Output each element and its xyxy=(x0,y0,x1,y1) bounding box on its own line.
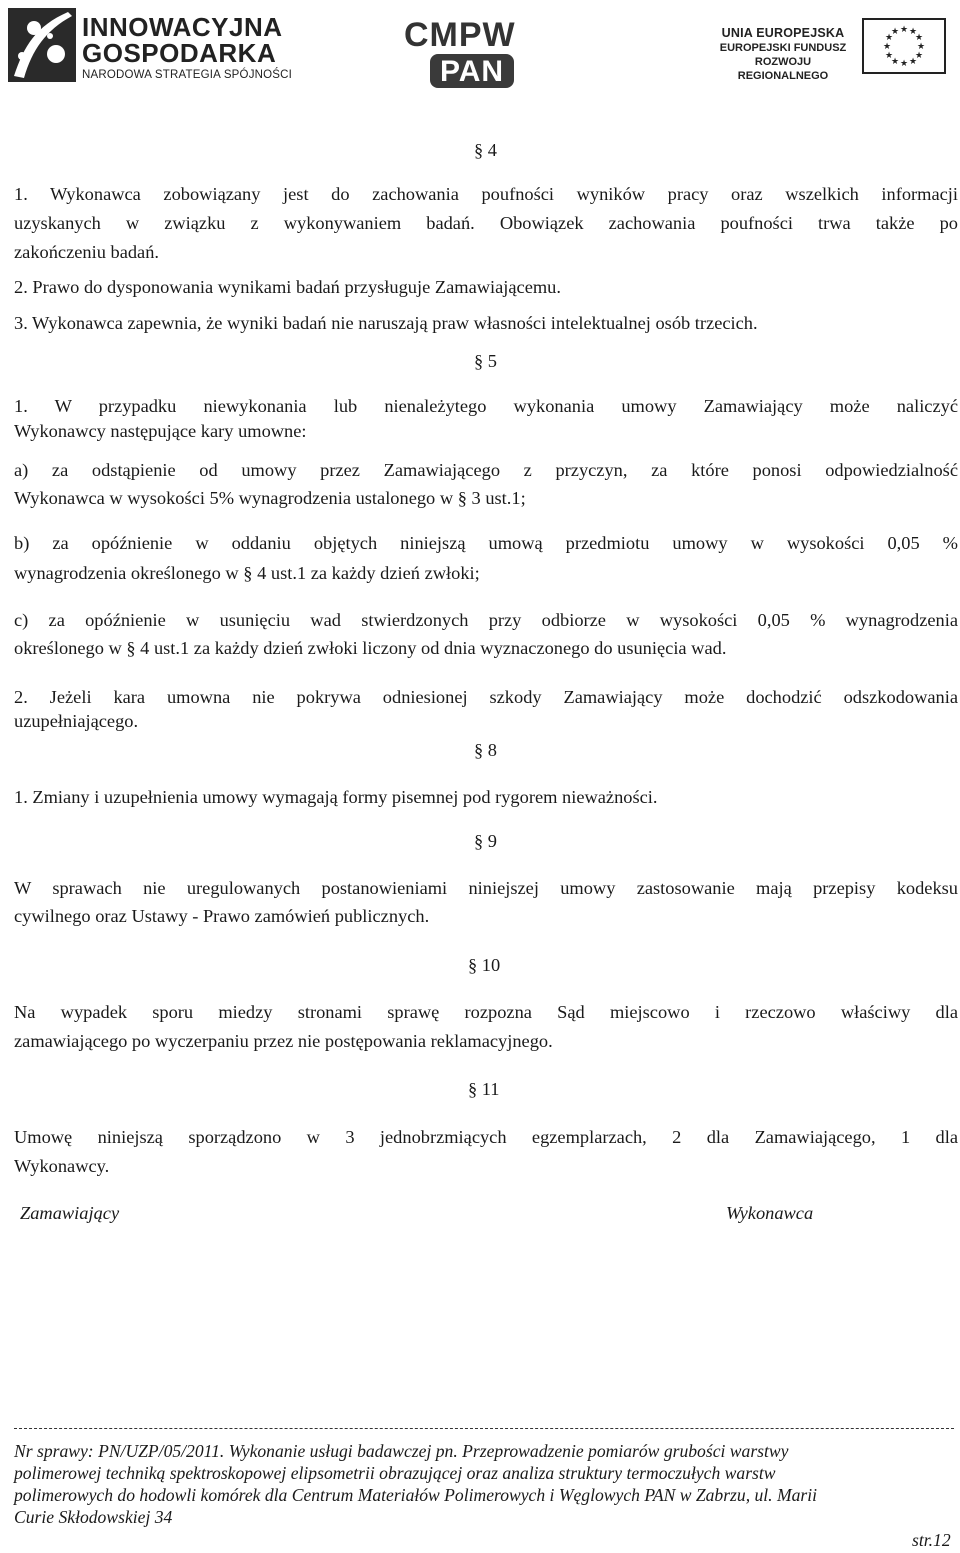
svg-text:★: ★ xyxy=(884,33,894,43)
svg-text:★: ★ xyxy=(908,57,918,67)
s5-item-a-line-1: a) za odstąpienie od umowy przez Zamawiającego z przyczyn, za które ponosi odpowiedzialność xyxy=(14,460,958,480)
svg-text:★: ★ xyxy=(899,25,909,35)
s5-para-2-line-2: uzupełniającego. xyxy=(14,711,139,731)
svg-text:★: ★ xyxy=(914,51,924,61)
eu-flag-icon xyxy=(862,18,946,74)
logo-line-2: GOSPODARKA xyxy=(82,38,277,68)
s4-para-1-line-3: zakończeniu badań. xyxy=(14,242,160,262)
section-4-title: § 4 xyxy=(474,140,497,160)
page-number: str.12 xyxy=(912,1530,951,1550)
s4-para-2: 2. Prawo do dysponowania wynikami badań przysługuje Zamawiającemu. xyxy=(14,277,561,297)
s5-item-c-line-1: c) za opóźnienie w usunięciu wad stwierdzonych przy odbiorze w wysokości 0,05 % wynagrodzenia xyxy=(14,610,958,630)
pan-badge: PAN xyxy=(430,54,514,88)
svg-text:★: ★ xyxy=(882,42,892,52)
innowacyjna-gospodarka-logo xyxy=(6,6,306,86)
svg-text:★: ★ xyxy=(908,27,918,37)
footer-case-info xyxy=(14,1440,934,1528)
signature-wykonawca: Wykonawca xyxy=(726,1203,814,1223)
s5-item-a-line-2: Wykonawca w wysokości 5% wynagrodzenia ustalonego w § 3 ust.1; xyxy=(14,488,526,508)
s9-line-2: cywilnego oraz Ustawy - Prawo zamówień publicznych. xyxy=(14,906,430,926)
s4-para-1-line-2: uzyskanych w związku z wykonywaniem badań. Obowiązek zachowania poufności trwa także po xyxy=(14,213,958,233)
eu-line-1: UNIA EUROPEJSKA xyxy=(721,26,845,40)
s5-item-b-line-1: b) za opóźnienie w oddaniu objętych niniejszą umową przedmiotu umowy w wysokości 0,05 % xyxy=(14,533,958,553)
eu-line-2: EUROPEJSKI FUNDUSZ xyxy=(719,42,847,54)
section-5-title: § 5 xyxy=(474,351,497,371)
svg-text:★: ★ xyxy=(890,27,900,37)
footer-line-1: Nr sprawy: PN/UZP/05/2011. Wykonanie usługi badawczej pn. Przeprowadzenie pomiarów grubości warstwy xyxy=(14,1441,789,1461)
s11-line-1: Umowę niniejszą sporządzono w 3 jednobrzmiących egzemplarzach, 2 dla Zamawiającego, 1 dla xyxy=(14,1127,958,1147)
s4-para-1-line-1: 1. Wykonawca zobowiązany jest do zachowania poufności wyników pracy oraz wszelkich informacji xyxy=(14,184,958,204)
cmpw-text: CMPW xyxy=(404,16,516,54)
signature-zamawiajacy: Zamawiający xyxy=(20,1203,120,1223)
section-11-title: § 11 xyxy=(468,1079,500,1099)
s8-para-1: 1. Zmiany i uzupełnienia umowy wymagają formy pisemnej pod rygorem nieważności. xyxy=(14,787,658,807)
s10-line-1: Na wypadek sporu miedzy stronami sprawę rozpozna Sąd miejscowo i rzeczowo właściwy dla xyxy=(14,1002,958,1022)
cmpw-pan-logo xyxy=(404,18,534,88)
section-10-title: § 10 xyxy=(468,955,501,975)
section-9-title: § 9 xyxy=(474,831,497,851)
s11-line-2: Wykonawcy. xyxy=(14,1156,110,1176)
s5-para-2-line-1: 2. Jeżeli kara umowna nie pokrywa odniesionej szkody Zamawiający może dochodzić odszkodowania xyxy=(14,687,958,707)
svg-text:★: ★ xyxy=(884,51,894,61)
eu-line-3: ROZWOJU REGIONALNEGO xyxy=(737,56,829,82)
s4-para-3: 3. Wykonawca zapewnia, że wyniki badań nie naruszają praw własności intelektualnej osób trzecich. xyxy=(14,313,758,333)
s5-item-c-line-2: określonego w § 4 ust.1 za każdy dzień zwłoki liczony od dnia wyznaczonego do usunięcia wad. xyxy=(14,638,727,658)
s5-para-1-line-1: 1. W przypadku niewykonania lub nienależytego wykonania umowy Zamawiający może naliczyć xyxy=(14,396,958,416)
footer-line-2: polimerowej techniką spektroskopowej elipsometrii obrazującej oraz analiza struktury termoczułych warstw xyxy=(14,1463,776,1483)
s9-line-1: W sprawach nie uregulowanych postanowieniami niniejszej umowy zastosowanie mają przepisy kodeksu xyxy=(14,878,958,898)
eu-fund-logo-text xyxy=(712,26,854,83)
logo-line-3: NARODOWA STRATEGIA SPÓJNOŚCI xyxy=(82,69,293,81)
svg-text:★: ★ xyxy=(914,33,924,43)
footer-line-4: Curie Skłodowskiej 34 xyxy=(14,1507,173,1527)
footer-line-3: polimerowych do hodowli komórek dla Centrum Materiałów Polimerowych i Węglowych PAN w Zabrzu, ul. Marii xyxy=(14,1485,818,1505)
svg-text:★: ★ xyxy=(916,42,926,52)
s10-line-2: zamawiającego po wyczerpaniu przez nie postępowania reklamacyjnego. xyxy=(14,1031,553,1051)
ig-emblem-icon xyxy=(6,6,78,84)
s5-item-b-line-2: wynagrodzenia określonego w § 4 ust.1 za każdy dzień zwłoki; xyxy=(14,563,480,583)
svg-text:★: ★ xyxy=(899,59,909,69)
section-8-title: § 8 xyxy=(474,740,497,760)
footer-divider xyxy=(14,1428,954,1429)
s5-para-1-line-2: Wykonawcy następujące kary umowne: xyxy=(14,421,307,441)
svg-text:★: ★ xyxy=(890,57,900,67)
logo-line-1: INNOWACYJNA xyxy=(82,12,283,42)
